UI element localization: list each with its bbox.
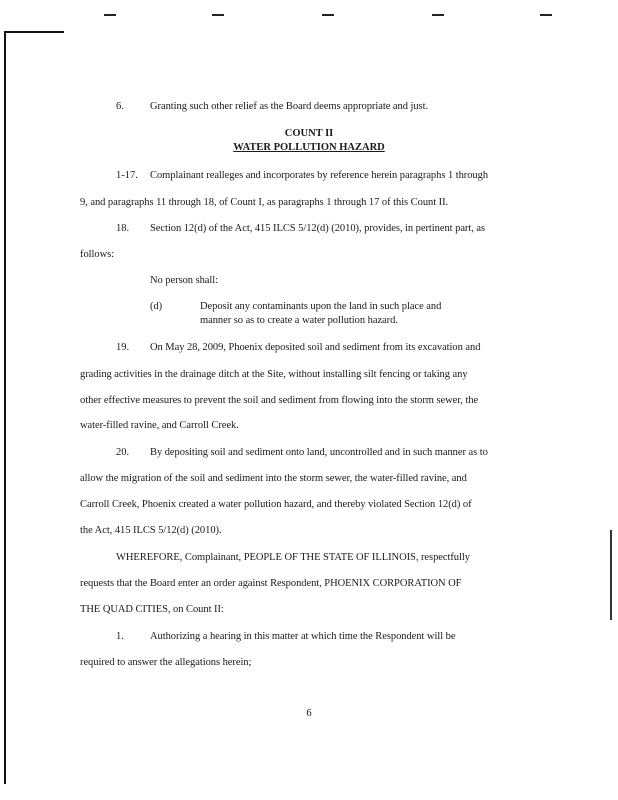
para-20-line: allow the migration of the soil and sediment into the storm sewer, the water-filled ravine, and <box>80 473 467 484</box>
item-6-text: Granting such other relief as the Board deems appropriate and just. <box>150 101 429 112</box>
para-18-number: 18. <box>116 223 130 234</box>
wherefore-line: WHEREFORE, Complainant, PEOPLE OF THE STATE OF ILLINOIS, respectfully <box>116 552 470 563</box>
para-19-line: On May 28, 2009, Phoenix deposited soil and sediment from its excavation and <box>150 342 481 353</box>
page-number: 6 <box>306 708 312 719</box>
para-20-line: the Act, 415 ILCS 5/12(d) (2010). <box>80 525 222 536</box>
para-18-line: follows: <box>80 249 115 260</box>
scan-mark <box>104 14 116 16</box>
item-1-line: required to answer the allegations herein; <box>80 657 252 668</box>
para-20-line: Carroll Creek, Phoenix created a water pollution hazard, and thereby violated Section 12(d) of <box>80 499 472 510</box>
scan-border-top <box>4 31 64 33</box>
item-6-number: 6. <box>116 101 124 112</box>
wherefore-line: requests that the Board enter an order against Respondent, PHOENIX CORPORATION OF <box>80 578 462 589</box>
para-19-number: 19. <box>116 342 130 353</box>
para-18-line: Section 12(d) of the Act, 415 ILCS 5/12(d) (2010), provides, in pertinent part, as <box>150 223 486 234</box>
scan-mark <box>432 14 444 16</box>
count-title: WATER POLLUTION HAZARD <box>233 142 385 153</box>
para-19-line: grading activities in the drainage ditch at the Site, without installing silt fencing or taking any <box>80 369 468 380</box>
quote-line: Deposit any contaminants upon the land in such place and <box>200 301 442 312</box>
item-1-line: Authorizing a hearing in this matter at which time the Respondent will be <box>150 631 456 642</box>
quote-intro: No person shall: <box>150 275 219 286</box>
para-1-17-line: Complainant realleges and incorporates by reference herein paragraphs 1 through <box>150 170 489 181</box>
quote-sub-label: (d) <box>150 301 163 312</box>
count-heading: COUNT II <box>284 128 334 139</box>
para-19-line: water-filled ravine, and Carroll Creek. <box>80 420 239 431</box>
scan-mark <box>322 14 334 16</box>
quote-line: manner so as to create a water pollution hazard. <box>200 315 398 326</box>
item-1-number: 1. <box>116 631 124 642</box>
scan-mark <box>540 14 552 16</box>
para-20-line: By depositing soil and sediment onto land, uncontrolled and in such manner as to <box>150 447 488 458</box>
para-1-17-number: 1-17. <box>116 170 138 181</box>
para-1-17-line: 9, and paragraphs 11 through 18, of Count I, as paragraphs 1 through 17 of this Count II. <box>80 197 449 208</box>
para-19-line: other effective measures to prevent the soil and sediment from flowing into the storm sewer, the <box>80 395 479 406</box>
wherefore-line: THE QUAD CITIES, on Count II: <box>80 604 224 615</box>
scan-border-right <box>610 530 612 620</box>
para-20-number: 20. <box>116 447 130 458</box>
scan-mark <box>212 14 224 16</box>
